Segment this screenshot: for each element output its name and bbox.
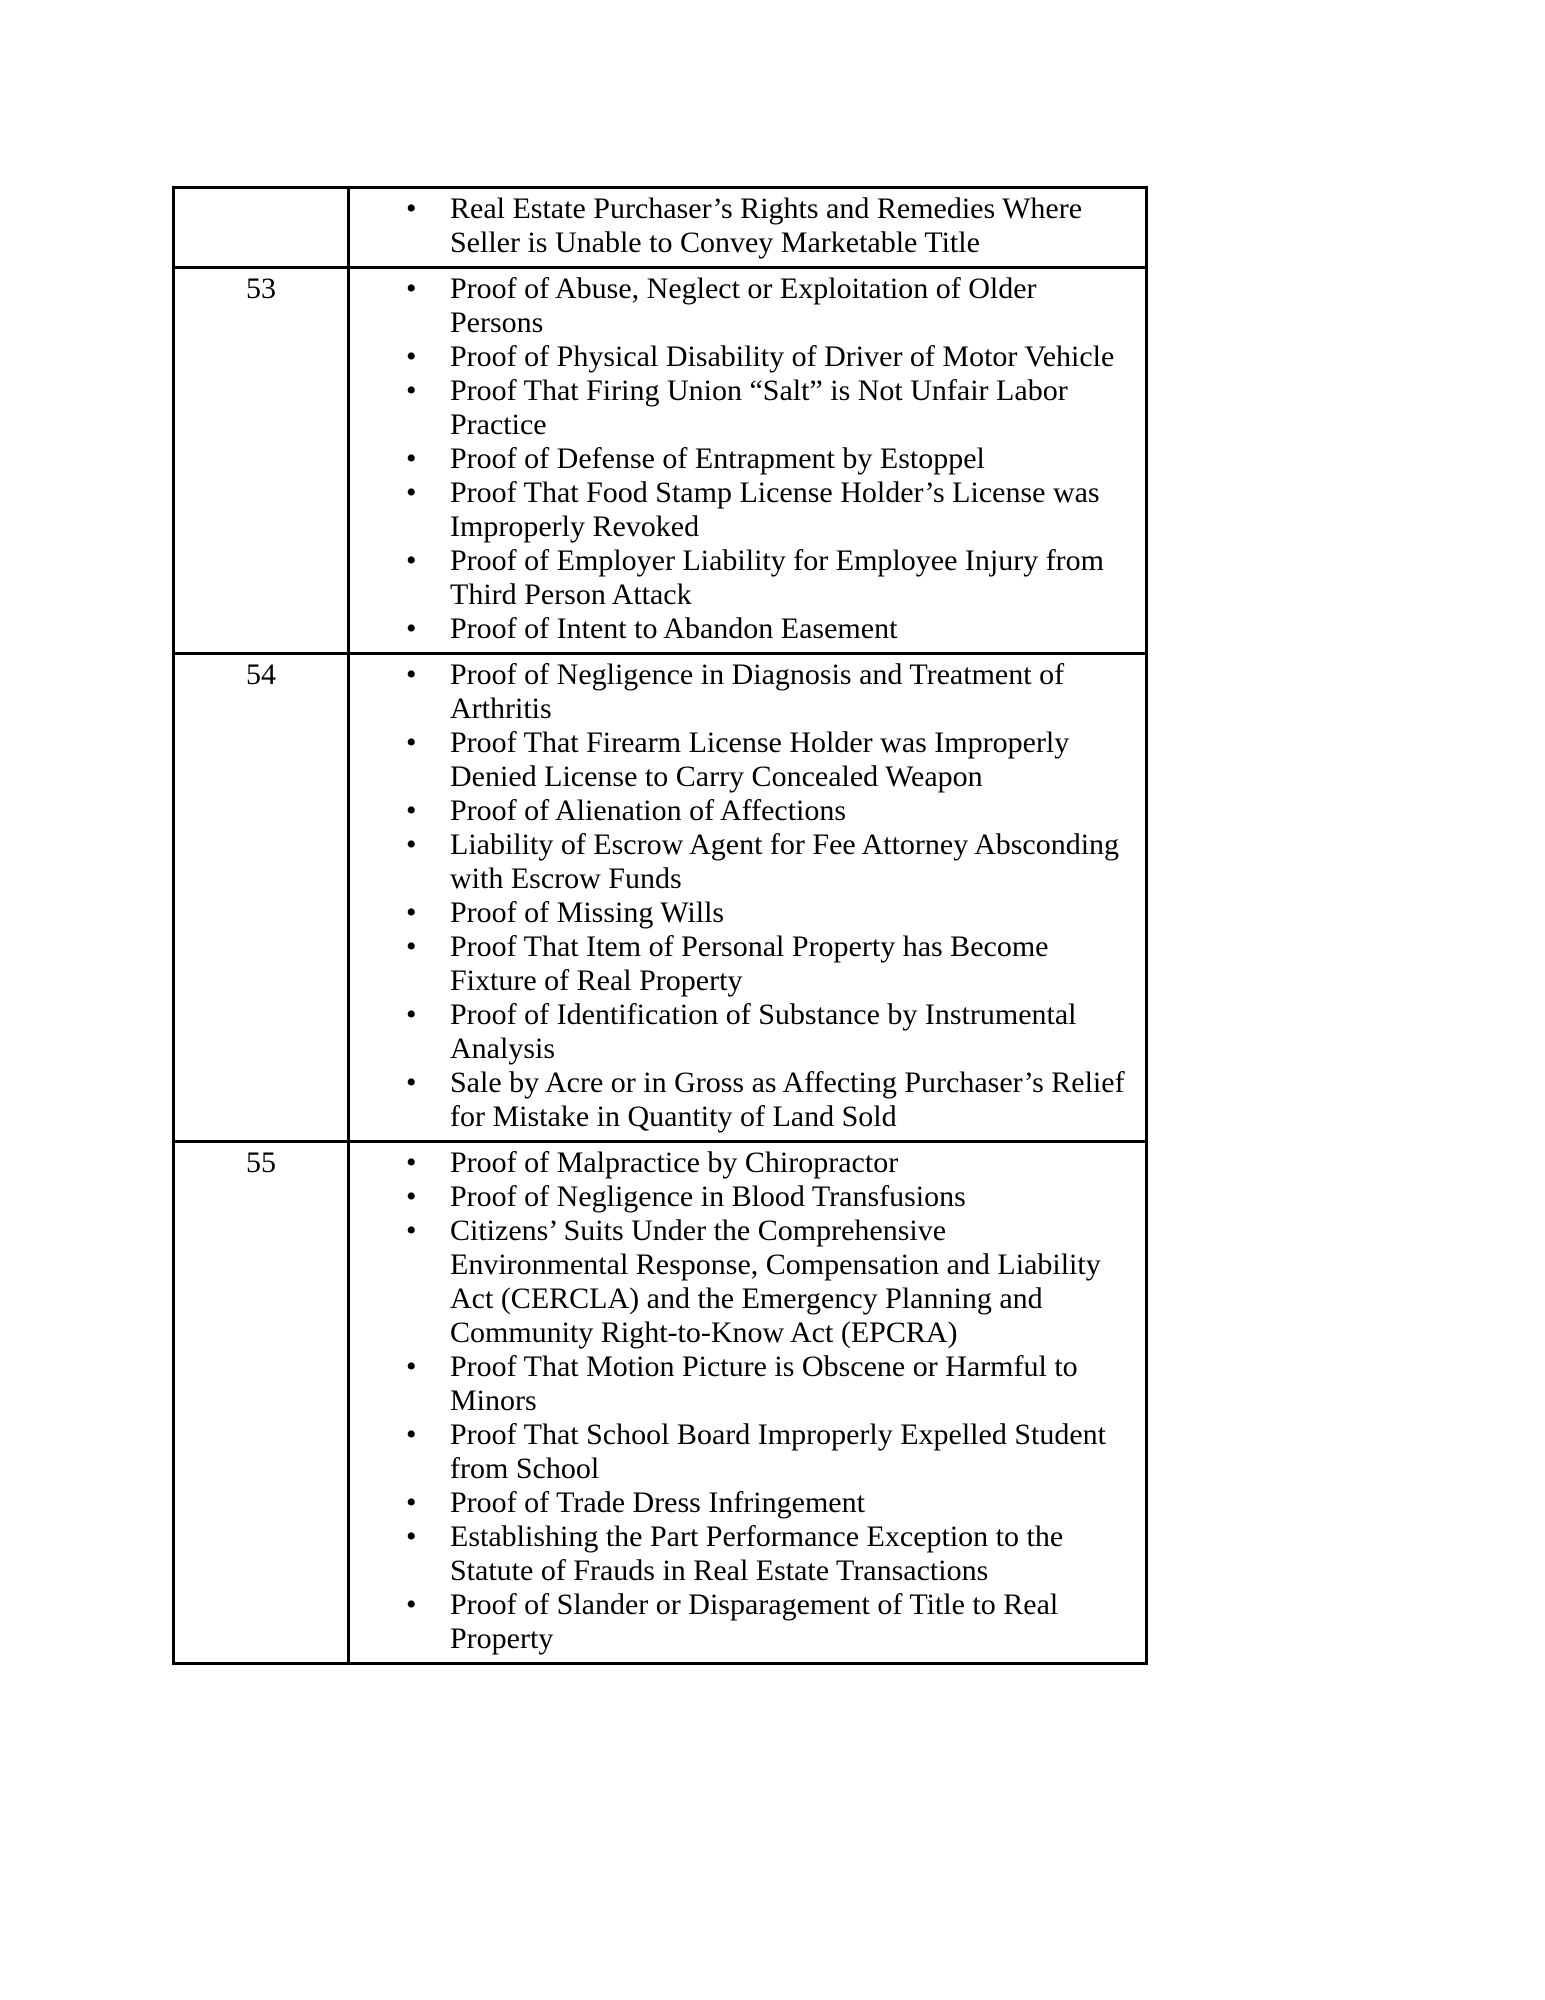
topic-text: Proof of Alienation of Affections: [450, 794, 847, 827]
topic-list-item: [350, 272, 1125, 340]
bullet-icon: •: [406, 272, 417, 305]
topics-cell: [349, 268, 1147, 654]
topic-text: Proof of Negligence in Diagnosis and Treatment of Arthritis: [450, 658, 1065, 725]
topics-cell: [349, 188, 1147, 268]
bullet-icon: •: [406, 658, 417, 691]
topic-list-item: [350, 930, 1125, 998]
topic-list-item: [350, 998, 1125, 1066]
bullet-icon: •: [406, 340, 417, 373]
bullet-icon: •: [406, 1146, 417, 1179]
topic-list-item: [350, 896, 1125, 930]
chapter-number: 53: [246, 272, 276, 305]
topic-list-item: [350, 794, 1125, 828]
topics-cell: [349, 654, 1147, 1142]
topic-text: Citizens’ Suits Under the Comprehensive Environmental Response, Compensation and Liability Act (CERCLA) and the Emergency Planning and Community Right-to-Know Act (EPCRA): [450, 1214, 1101, 1349]
topic-text: Sale by Acre or in Gross as Affecting Purchaser’s Relief for Mistake in Quantity of Land Sold: [450, 1066, 1125, 1133]
topic-list-item: [350, 1180, 1125, 1214]
topic-text: Proof That Firing Union “Salt” is Not Unfair Labor Practice: [450, 374, 1068, 441]
topic-list-item: [350, 1418, 1125, 1486]
proof-topics-table-body: [174, 188, 1147, 1664]
chapter-number: 55: [246, 1146, 276, 1179]
chapter-number-cell: [174, 188, 349, 268]
topic-list-item: [350, 1146, 1125, 1180]
topic-list: [350, 192, 1125, 260]
topic-list-item: [350, 828, 1125, 896]
topic-text: Proof of Negligence in Blood Transfusions: [450, 1180, 966, 1213]
topic-list-item: [350, 476, 1125, 544]
topic-text: Real Estate Purchaser’s Rights and Remedies Where Seller is Unable to Convey Marketable Title: [450, 192, 1083, 259]
topic-text: Proof That Item of Personal Property has Become Fixture of Real Property: [450, 930, 1049, 997]
topic-list-item: [350, 726, 1125, 794]
bullet-icon: •: [406, 612, 417, 645]
chapter-number-cell: [174, 1142, 349, 1664]
topic-text: Proof That Firearm License Holder was Improperly Denied License to Carry Concealed Weapon: [450, 726, 1070, 793]
proof-topics-table: [172, 186, 1148, 1665]
topic-text: Proof of Malpractice by Chiropractor: [450, 1146, 899, 1179]
topic-text: Proof of Physical Disability of Driver of Motor Vehicle: [450, 340, 1115, 373]
table-row: [174, 1142, 1147, 1664]
topic-list: [350, 272, 1125, 646]
topic-text: Proof of Trade Dress Infringement: [450, 1486, 865, 1519]
topic-list-item: [350, 374, 1125, 442]
topic-list-item: [350, 1486, 1125, 1520]
topic-list-item: [350, 1520, 1125, 1588]
topic-text: Proof of Slander or Disparagement of Title to Real Property: [450, 1588, 1059, 1655]
bullet-icon: •: [406, 998, 417, 1031]
topic-text: Proof of Intent to Abandon Easement: [450, 612, 898, 645]
topic-list-item: [350, 442, 1125, 476]
table-row: [174, 188, 1147, 268]
topic-list: [350, 1146, 1125, 1656]
topics-cell: [349, 1142, 1147, 1664]
topic-list-item: [350, 1066, 1125, 1134]
bullet-icon: •: [406, 476, 417, 509]
bullet-icon: •: [406, 192, 417, 225]
topic-text: Proof of Abuse, Neglect or Exploitation of Older Persons: [450, 272, 1037, 339]
topic-text: Proof of Identification of Substance by Instrumental Analysis: [450, 998, 1077, 1065]
topic-list-item: [350, 1350, 1125, 1418]
table-row: [174, 268, 1147, 654]
bullet-icon: •: [406, 1520, 417, 1553]
topic-list: [350, 658, 1125, 1134]
topic-text: Proof That Food Stamp License Holder’s License was Improperly Revoked: [450, 476, 1100, 543]
topic-list-item: [350, 658, 1125, 726]
topic-list-item: [350, 192, 1125, 260]
bullet-icon: •: [406, 374, 417, 407]
bullet-icon: •: [406, 544, 417, 577]
bullet-icon: •: [406, 794, 417, 827]
topic-list-item: [350, 544, 1125, 612]
topic-text: Proof of Defense of Entrapment by Estoppel: [450, 442, 985, 475]
topic-list-item: [350, 1588, 1125, 1656]
topic-list-item: [350, 1214, 1125, 1350]
bullet-icon: •: [406, 1588, 417, 1621]
chapter-number-cell: [174, 268, 349, 654]
topic-text: Liability of Escrow Agent for Fee Attorney Absconding with Escrow Funds: [450, 828, 1120, 895]
topic-text: Proof That Motion Picture is Obscene or Harmful to Minors: [450, 1350, 1078, 1417]
chapter-number: 54: [246, 658, 276, 691]
bullet-icon: •: [406, 1066, 417, 1099]
bullet-icon: •: [406, 442, 417, 475]
topic-text: Proof of Employer Liability for Employee Injury from Third Person Attack: [450, 544, 1105, 611]
topic-text: Establishing the Part Performance Exception to the Statute of Frauds in Real Estate Transactions: [450, 1520, 1064, 1587]
bullet-icon: •: [406, 1486, 417, 1519]
bullet-icon: •: [406, 1350, 417, 1383]
bullet-icon: •: [406, 828, 417, 861]
table-row: [174, 654, 1147, 1142]
bullet-icon: •: [406, 1418, 417, 1451]
chapter-number-cell: [174, 654, 349, 1142]
bullet-icon: •: [406, 726, 417, 759]
topic-list-item: [350, 612, 1125, 646]
bullet-icon: •: [406, 930, 417, 963]
topic-text: Proof of Missing Wills: [450, 896, 725, 929]
bullet-icon: •: [406, 896, 417, 929]
bullet-icon: •: [406, 1214, 417, 1247]
topic-list-item: [350, 340, 1125, 374]
bullet-icon: •: [406, 1180, 417, 1213]
topic-text: Proof That School Board Improperly Expelled Student from School: [450, 1418, 1107, 1485]
